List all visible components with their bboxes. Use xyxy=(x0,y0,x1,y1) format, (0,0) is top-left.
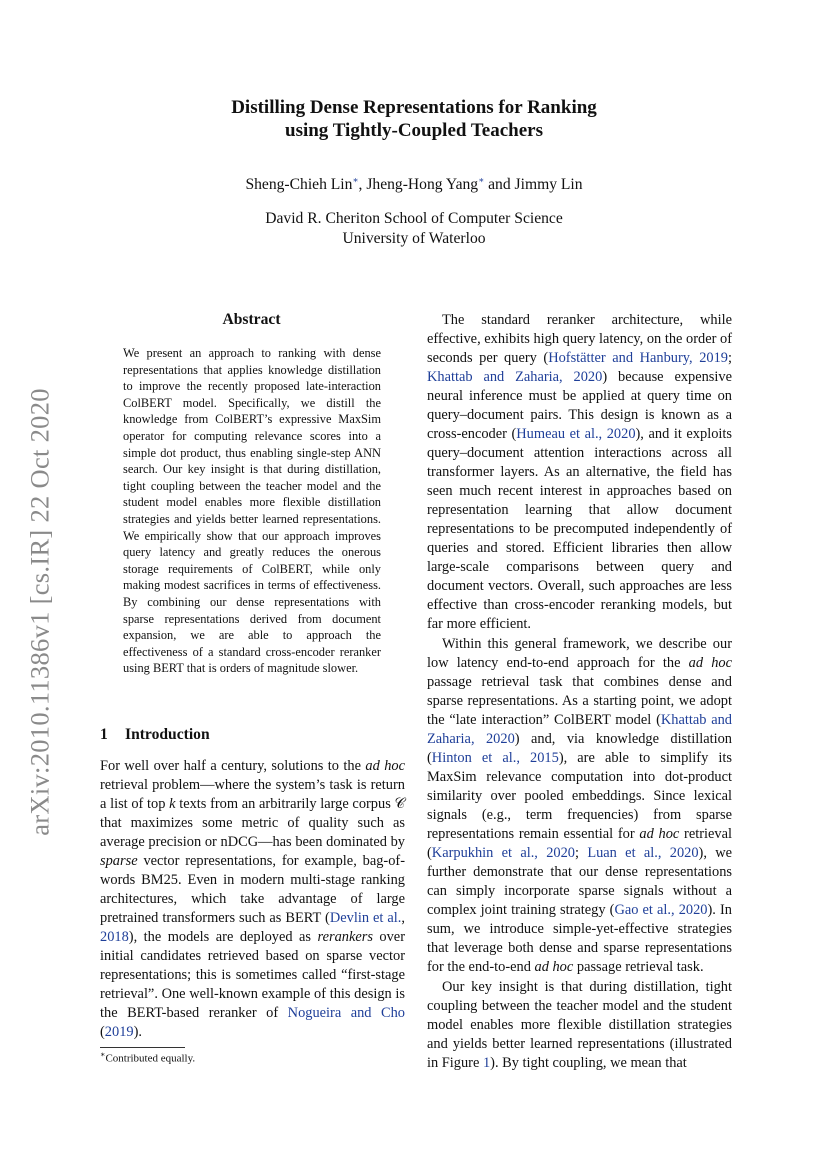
citation-link[interactable]: Gao et al., 2020 xyxy=(614,902,708,918)
citation-link[interactable]: Karpukhin et al., 2020 xyxy=(431,845,575,861)
text-run-italic: ad hoc xyxy=(534,959,574,975)
math-corpus: 𝒞 xyxy=(394,796,405,812)
section-number: 1 xyxy=(100,726,108,743)
footnote-text: Contributed equally. xyxy=(105,1052,196,1065)
affiliation-line-2: University of Waterloo xyxy=(342,230,486,247)
text-run: For well over half a century, solutions to the xyxy=(100,758,366,774)
text-run: ), the models are deployed as xyxy=(128,929,318,945)
text-run: ), are able to simplify its MaxSim relevance computation into dot-product similarity over pooled embeddings. Since lexical signals (e.g., term frequencies) from sparse representations remain essential for xyxy=(427,750,732,842)
text-run: ) and, via knowledge distillation ( xyxy=(427,731,732,766)
text-run: Within this general framework, we describe our low latency end-to-end approach for the xyxy=(427,636,732,671)
author-3: and Jimmy Lin xyxy=(484,176,583,193)
citation-link[interactable]: Humeau et al., 2020 xyxy=(516,426,636,442)
intro-paragraph-2 xyxy=(427,311,732,634)
citation-link[interactable]: Devlin et al. xyxy=(329,910,402,926)
left-column-body xyxy=(100,757,405,1042)
intro-paragraph-3 xyxy=(427,635,732,977)
section-title: Introduction xyxy=(125,726,210,743)
text-run: ; xyxy=(728,350,732,366)
text-run: passage retrieval task that combines dense and sparse representations. As a starting point, we adopt the “late interaction” ColBERT model ( xyxy=(427,674,732,728)
text-run: ). By tight coupling, we mean that xyxy=(490,1055,687,1071)
footnote-mark: ∗ xyxy=(100,1050,106,1059)
figure-reference-link[interactable]: 1 xyxy=(482,1055,491,1071)
arxiv-identifier xyxy=(20,372,60,852)
text-run: vector representations, for example, bag-of-words BM25. Even in modern multi-stage ranking architectures, which take advantage of large pretrained transformers such as BERT ( xyxy=(100,853,405,926)
title-line-2: using Tightly-Coupled Teachers xyxy=(285,120,543,141)
citation-link[interactable]: Nogueira and Cho xyxy=(287,1005,405,1021)
title-line-1: Distilling Dense Representations for Ranking xyxy=(231,97,597,118)
text-run-italic: sparse xyxy=(100,853,138,869)
abstract-text: We present an approach to ranking with dense representations that applies knowledge distillation to improve the recently proposed late-interaction ColBERT model. Specifically, we distill the knowledge from ColBERT’s expressive MaxSim operator for computing relevance scores into a simple dot product, thus enabling single-step ANN search. Our key insight is that during distillation, tight coupling between the teacher model and the student model enables more flexible distillation strategies and yields better learned representations. We empirically show that our approach improves query latency and greatly reduces the onerous storage requirements of ColBERT, while only making modest sacrifices in terms of effectiveness. By combining our dense representations with sparse representations derived from document expansion, we are able to approach the effectiveness of a standard cross-encoder reranker using BERT that is orders of magnitude slower. xyxy=(123,346,381,676)
arxiv-identifier-text: arXiv:2010.11386v1 [cs.IR] 22 Oct 2020 xyxy=(24,388,55,836)
text-run: over initial candidates retrieved based on sparse vector representations; this is sometimes called “first-stage retrieval”. One well-known example of this design is the BERT-based reranker of xyxy=(100,929,405,1021)
text-run: , xyxy=(401,910,405,926)
abstract-heading: Abstract xyxy=(222,311,281,328)
affiliation xyxy=(0,209,828,249)
citation-link[interactable]: Luan et al., 2020 xyxy=(587,845,699,861)
right-column-body xyxy=(427,311,732,1074)
text-run-italic: rerankers xyxy=(317,929,373,945)
text-run: retrieval ( xyxy=(427,826,732,861)
text-run: passage retrieval task. xyxy=(573,959,704,975)
text-run-italic: ad hoc xyxy=(639,826,680,842)
text-run: ). xyxy=(133,1024,142,1040)
text-run: The standard reranker architecture, while effective, exhibits high query latency, on the order of seconds per query ( xyxy=(427,312,732,366)
text-run: that maximizes some metric of quality such as average precision or nDCG—has been dominated by xyxy=(100,815,405,850)
text-run: ). In sum, we introduce simple-yet-effective strategies that leverage both dense and sparse representations for the end-to-end xyxy=(427,902,732,975)
text-run: retrieval problem—where the system’s task is return a list of top xyxy=(100,777,405,812)
text-run: ) because expensive neural inference must be applied at query time on query–document pairs. This design is known as a cross-encoder ( xyxy=(427,369,732,442)
citation-link[interactable]: 2019 xyxy=(104,1024,134,1040)
author-2: Jheng-Hong Yang xyxy=(366,176,479,193)
author-list xyxy=(0,176,828,194)
author-1: Sheng-Chieh Lin xyxy=(245,176,353,193)
citation-link[interactable]: Khattab and Zaharia, 2020 xyxy=(427,369,603,385)
author-separator: , xyxy=(358,176,367,193)
citation-link[interactable]: 2018 xyxy=(100,929,129,945)
section-heading-introduction xyxy=(100,726,210,744)
equal-contribution-mark[interactable]: ∗ xyxy=(478,174,485,185)
text-run: ), and it exploits query–document attention interactions across all transformer layers. As an alternative, the field has seen much recent interest in approaches based on representation learning that allow document representations to be precomputed independently of queries and stored. Efficient libraries then allow large-scale comparisons between query and document vectors. Overall, such approaches are less effective than cross-encoder reranking models, but far more efficient. xyxy=(427,426,732,632)
text-run: ), we further demonstrate that our dense representations can simply incorporate sparse signals without a complex joint training strategy ( xyxy=(427,845,732,918)
citation-link[interactable]: Hinton et al., 2015 xyxy=(431,750,559,766)
paper-title xyxy=(0,96,828,142)
text-run: ; xyxy=(575,845,588,861)
affiliation-line-1: David R. Cheriton School of Computer Science xyxy=(265,210,563,227)
footnote xyxy=(100,1050,195,1065)
intro-paragraph-4 xyxy=(427,978,732,1073)
text-run: ( xyxy=(100,1024,105,1040)
text-run-italic: ad hoc xyxy=(365,758,405,774)
intro-paragraph-1 xyxy=(100,757,405,1042)
text-run: Our key insight is that during distillation, tight coupling between the teacher model and the student model enables more flexible distillation strategies and yields better learned representations (illustrated in Figure xyxy=(427,979,732,1071)
math-k: k xyxy=(169,796,176,812)
text-run: texts from an arbitrarily large corpus xyxy=(175,796,395,812)
equal-contribution-mark[interactable]: ∗ xyxy=(352,174,359,185)
text-run-italic: ad hoc xyxy=(688,655,732,671)
footnote-rule xyxy=(100,1047,185,1048)
citation-link[interactable]: Hofstätter and Hanbury, 2019 xyxy=(548,350,728,366)
citation-link[interactable]: Khattab and Zaharia, 2020 xyxy=(427,712,732,747)
